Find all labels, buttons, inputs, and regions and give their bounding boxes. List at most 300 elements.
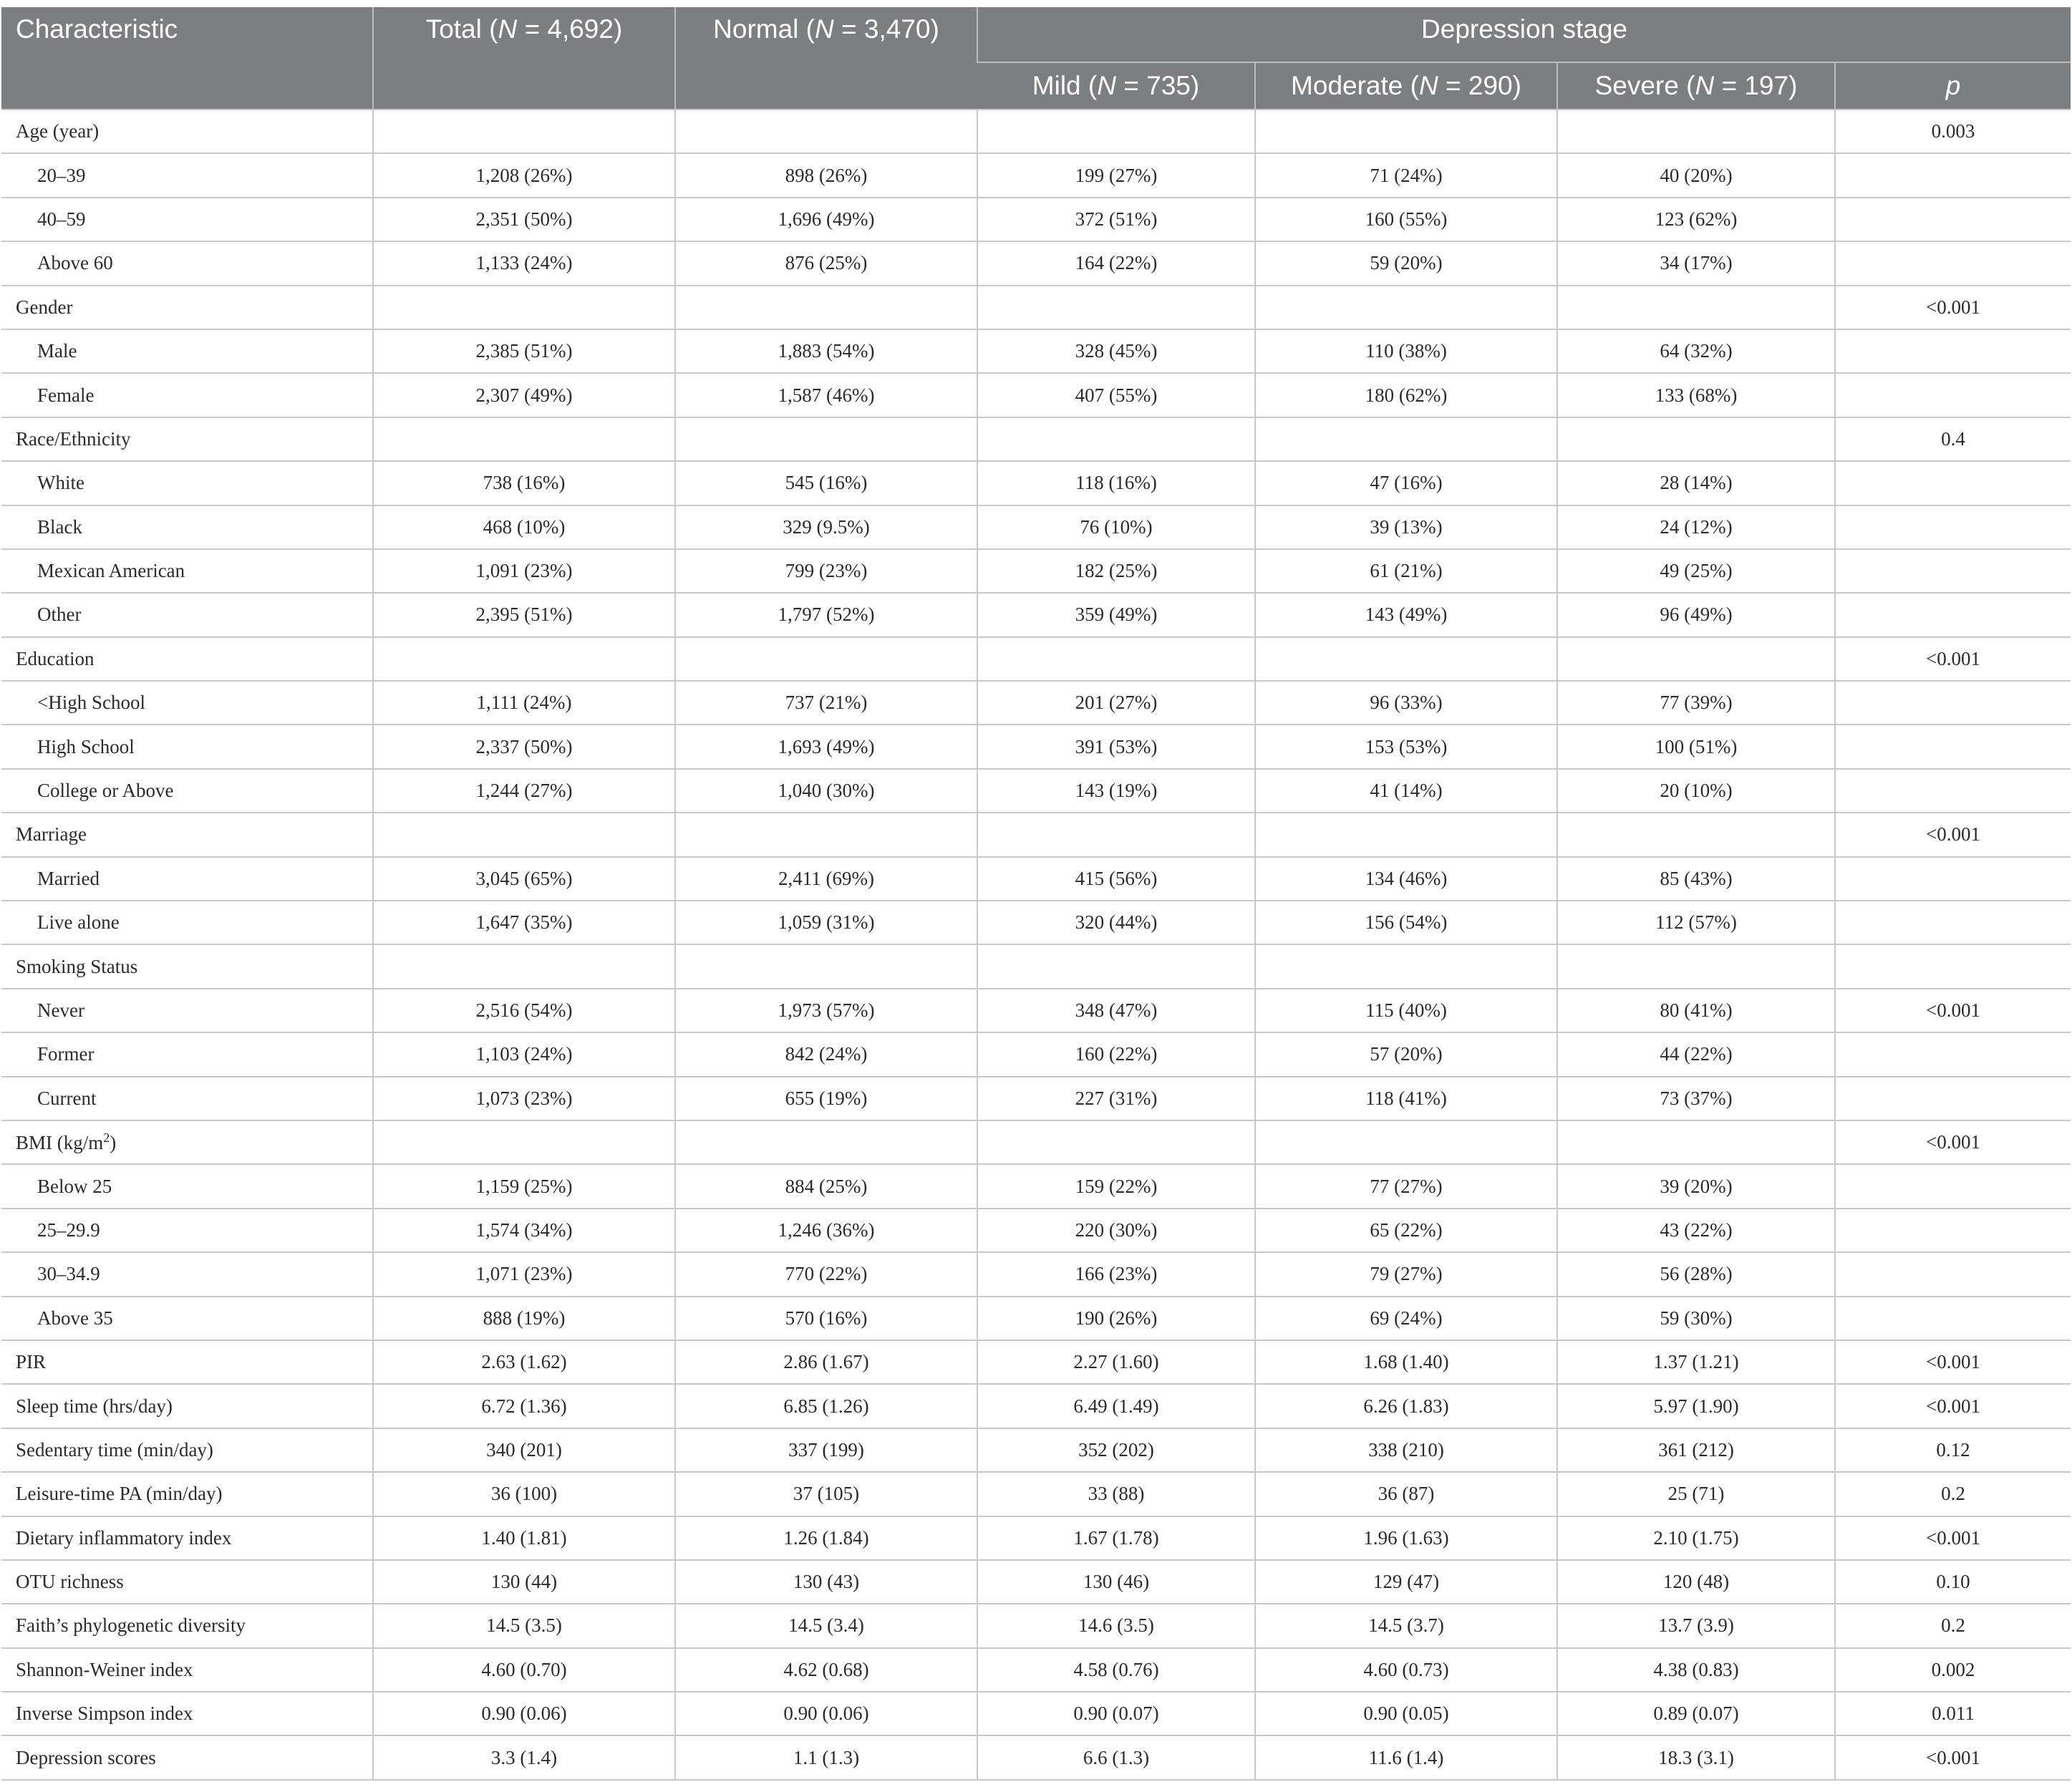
header-severe: Severe (N = 197) bbox=[1557, 62, 1835, 110]
header-p-value: p bbox=[1835, 62, 2071, 110]
row-label-suffix: ) bbox=[110, 1132, 117, 1154]
cell-mild: 130 (46) bbox=[977, 1560, 1255, 1604]
table-row bbox=[1, 857, 2071, 901]
header-row-top bbox=[1, 7, 2071, 62]
cell-moderate: 180 (62%) bbox=[1255, 373, 1557, 417]
row-label-text: Above 35 bbox=[37, 1307, 113, 1329]
row-label bbox=[1, 329, 373, 373]
cell-p-value bbox=[1835, 1252, 2071, 1296]
table-row bbox=[1, 901, 2071, 944]
cell-normal: 1,059 (31%) bbox=[675, 901, 977, 944]
cell-total bbox=[373, 637, 675, 681]
cell-p-value bbox=[1835, 198, 2071, 241]
cell-total: 4.60 (0.70) bbox=[373, 1648, 675, 1692]
cell-p-value bbox=[1835, 725, 2071, 768]
table-row bbox=[1, 1297, 2071, 1340]
cell-severe: 77 (39%) bbox=[1557, 681, 1835, 725]
cell-severe: 0.89 (0.07) bbox=[1557, 1692, 1835, 1735]
header-moderate: Moderate (N = 290) bbox=[1255, 62, 1557, 110]
table-row bbox=[1, 549, 2071, 593]
row-label bbox=[1, 593, 373, 636]
cell-moderate: 39 (13%) bbox=[1255, 505, 1557, 549]
table-row bbox=[1, 1032, 2071, 1076]
cell-moderate: 0.90 (0.05) bbox=[1255, 1692, 1557, 1735]
row-label-text: Former bbox=[37, 1043, 95, 1065]
cell-p-value bbox=[1835, 1209, 2071, 1252]
cell-mild: 220 (30%) bbox=[977, 1209, 1255, 1252]
cell-p-value bbox=[1835, 681, 2071, 725]
row-label bbox=[1, 1428, 373, 1472]
row-label bbox=[1, 1735, 373, 1779]
row-label-text: Above 60 bbox=[37, 252, 113, 274]
cell-normal: 2.86 (1.67) bbox=[675, 1340, 977, 1384]
cell-normal: 842 (24%) bbox=[675, 1032, 977, 1076]
cell-moderate: 79 (27%) bbox=[1255, 1252, 1557, 1296]
cell-p-value: <0.001 bbox=[1835, 1120, 2071, 1164]
cell-severe bbox=[1557, 1120, 1835, 1164]
cell-mild: 359 (49%) bbox=[977, 593, 1255, 636]
cell-moderate: 96 (33%) bbox=[1255, 681, 1557, 725]
cell-normal: 770 (22%) bbox=[675, 1252, 977, 1296]
row-label-text: High School bbox=[37, 735, 135, 757]
cell-severe bbox=[1557, 417, 1835, 461]
cell-moderate: 77 (27%) bbox=[1255, 1164, 1557, 1208]
cell-total: 1,159 (25%) bbox=[373, 1164, 675, 1208]
cell-normal: 329 (9.5%) bbox=[675, 505, 977, 549]
row-label-text: Live alone bbox=[37, 911, 120, 934]
cell-mild: 391 (53%) bbox=[977, 725, 1255, 768]
row-label-text: Faith’s phylogenetic diversity bbox=[16, 1614, 246, 1637]
table-row bbox=[1, 505, 2071, 549]
cell-p-value bbox=[1835, 549, 2071, 593]
row-label bbox=[1, 286, 373, 329]
cell-moderate: 36 (87) bbox=[1255, 1472, 1557, 1516]
row-label bbox=[1, 1516, 373, 1560]
row-label-text: 20–39 bbox=[37, 164, 86, 186]
table-row bbox=[1, 1340, 2071, 1384]
cell-total: 6.72 (1.36) bbox=[373, 1384, 675, 1428]
header-normal: Normal (N = 3,470) bbox=[675, 7, 977, 110]
cell-total: 0.90 (0.06) bbox=[373, 1692, 675, 1735]
table-row bbox=[1, 198, 2071, 241]
cell-severe bbox=[1557, 944, 1835, 988]
table-row bbox=[1, 1252, 2071, 1296]
cell-normal bbox=[675, 110, 977, 153]
cell-mild bbox=[977, 944, 1255, 988]
cell-total: 2,351 (50%) bbox=[373, 198, 675, 241]
cell-mild: 320 (44%) bbox=[977, 901, 1255, 944]
cell-severe: 34 (17%) bbox=[1557, 241, 1835, 285]
cell-severe: 100 (51%) bbox=[1557, 725, 1835, 768]
cell-p-value bbox=[1835, 329, 2071, 373]
row-label bbox=[1, 989, 373, 1032]
cell-severe bbox=[1557, 637, 1835, 681]
characteristics-table bbox=[1, 7, 2071, 1781]
row-label-text: Leisure-time PA (min/day) bbox=[16, 1483, 223, 1505]
row-label bbox=[1, 1077, 373, 1120]
cell-p-value bbox=[1835, 241, 2071, 285]
cell-total bbox=[373, 417, 675, 461]
cell-p-value bbox=[1835, 857, 2071, 901]
row-label bbox=[1, 1340, 373, 1384]
table-row bbox=[1, 813, 2071, 856]
cell-p-value: 0.011 bbox=[1835, 1692, 2071, 1735]
cell-normal bbox=[675, 637, 977, 681]
row-label bbox=[1, 110, 373, 153]
cell-moderate: 65 (22%) bbox=[1255, 1209, 1557, 1252]
cell-p-value: <0.001 bbox=[1835, 989, 2071, 1032]
table-row bbox=[1, 1164, 2071, 1208]
row-label bbox=[1, 549, 373, 593]
cell-normal: 799 (23%) bbox=[675, 549, 977, 593]
cell-mild: 143 (19%) bbox=[977, 769, 1255, 813]
row-label bbox=[1, 153, 373, 197]
row-label bbox=[1, 1297, 373, 1340]
cell-moderate bbox=[1255, 813, 1557, 856]
cell-moderate: 61 (21%) bbox=[1255, 549, 1557, 593]
cell-normal bbox=[675, 417, 977, 461]
cell-severe: 361 (212) bbox=[1557, 1428, 1835, 1472]
cell-severe: 44 (22%) bbox=[1557, 1032, 1835, 1076]
cell-mild: 14.6 (3.5) bbox=[977, 1604, 1255, 1647]
cell-normal: 570 (16%) bbox=[675, 1297, 977, 1340]
cell-moderate: 11.6 (1.4) bbox=[1255, 1735, 1557, 1779]
cell-total: 36 (100) bbox=[373, 1472, 675, 1516]
cell-total: 1,103 (24%) bbox=[373, 1032, 675, 1076]
table-row bbox=[1, 241, 2071, 285]
table-row bbox=[1, 989, 2071, 1032]
header-depression-stage: Depression stage bbox=[977, 7, 2071, 62]
row-label-text: Smoking Status bbox=[16, 955, 138, 977]
row-label bbox=[1, 813, 373, 856]
row-label-text: Current bbox=[37, 1087, 97, 1109]
cell-moderate: 156 (54%) bbox=[1255, 901, 1557, 944]
row-label-text: Education bbox=[16, 647, 95, 669]
cell-moderate bbox=[1255, 110, 1557, 153]
row-label-text: Mexican American bbox=[37, 560, 185, 582]
cell-p-value bbox=[1835, 1297, 2071, 1340]
cell-total: 2,516 (54%) bbox=[373, 989, 675, 1032]
cell-total: 738 (16%) bbox=[373, 461, 675, 505]
cell-total bbox=[373, 1120, 675, 1164]
cell-normal: 1,883 (54%) bbox=[675, 329, 977, 373]
row-label-text: 25–29.9 bbox=[37, 1219, 100, 1241]
row-label bbox=[1, 1560, 373, 1604]
cell-p-value: <0.001 bbox=[1835, 813, 2071, 856]
cell-p-value bbox=[1835, 461, 2071, 505]
cell-p-value: 0.12 bbox=[1835, 1428, 2071, 1472]
row-label bbox=[1, 1604, 373, 1647]
cell-total: 1,071 (23%) bbox=[373, 1252, 675, 1296]
row-label-text: White bbox=[37, 472, 84, 494]
cell-normal: 884 (25%) bbox=[675, 1164, 977, 1208]
cell-severe: 28 (14%) bbox=[1557, 461, 1835, 505]
cell-p-value: <0.001 bbox=[1835, 637, 2071, 681]
row-label-text: Dietary inflammatory index bbox=[16, 1526, 232, 1549]
cell-moderate: 160 (55%) bbox=[1255, 198, 1557, 241]
row-label-text: Never bbox=[37, 999, 84, 1021]
cell-p-value: 0.2 bbox=[1835, 1604, 2071, 1647]
cell-severe: 5.97 (1.90) bbox=[1557, 1384, 1835, 1428]
cell-mild: 1.67 (1.78) bbox=[977, 1516, 1255, 1560]
row-label bbox=[1, 1472, 373, 1516]
cell-mild: 166 (23%) bbox=[977, 1252, 1255, 1296]
cell-total: 3.3 (1.4) bbox=[373, 1735, 675, 1779]
cell-severe: 96 (49%) bbox=[1557, 593, 1835, 636]
cell-normal: 37 (105) bbox=[675, 1472, 977, 1516]
cell-severe: 24 (12%) bbox=[1557, 505, 1835, 549]
cell-mild bbox=[977, 813, 1255, 856]
table-row bbox=[1, 286, 2071, 329]
cell-severe: 20 (10%) bbox=[1557, 769, 1835, 813]
cell-moderate: 41 (14%) bbox=[1255, 769, 1557, 813]
row-label-text: Black bbox=[37, 515, 82, 538]
cell-mild: 372 (51%) bbox=[977, 198, 1255, 241]
cell-severe: 2.10 (1.75) bbox=[1557, 1516, 1835, 1560]
row-label-text: Age (year) bbox=[16, 120, 100, 142]
row-label-text: Below 25 bbox=[37, 1175, 112, 1197]
cell-severe bbox=[1557, 286, 1835, 329]
cell-p-value: 0.10 bbox=[1835, 1560, 2071, 1604]
cell-mild: 182 (25%) bbox=[977, 549, 1255, 593]
cell-severe: 25 (71) bbox=[1557, 1472, 1835, 1516]
table-row bbox=[1, 153, 2071, 197]
cell-total: 2.63 (1.62) bbox=[373, 1340, 675, 1384]
cell-mild: 0.90 (0.07) bbox=[977, 1692, 1255, 1735]
cell-mild: 407 (55%) bbox=[977, 373, 1255, 417]
cell-moderate: 4.60 (0.73) bbox=[1255, 1648, 1557, 1692]
cell-mild: 164 (22%) bbox=[977, 241, 1255, 285]
header-characteristic: Characteristic bbox=[1, 7, 373, 110]
cell-moderate bbox=[1255, 286, 1557, 329]
cell-p-value: <0.001 bbox=[1835, 1735, 2071, 1779]
row-label-text: Sleep time (hrs/day) bbox=[16, 1395, 173, 1417]
row-label bbox=[1, 944, 373, 988]
cell-normal: 898 (26%) bbox=[675, 153, 977, 197]
cell-normal: 1.1 (1.3) bbox=[675, 1735, 977, 1779]
cell-normal: 0.90 (0.06) bbox=[675, 1692, 977, 1735]
cell-p-value: 0.002 bbox=[1835, 1648, 2071, 1692]
cell-moderate bbox=[1255, 944, 1557, 988]
cell-normal bbox=[675, 286, 977, 329]
table-row bbox=[1, 417, 2071, 461]
table-row bbox=[1, 461, 2071, 505]
row-label-text: BMI (kg/m bbox=[16, 1132, 104, 1154]
cell-total: 1.40 (1.81) bbox=[373, 1516, 675, 1560]
cell-moderate: 1.96 (1.63) bbox=[1255, 1516, 1557, 1560]
cell-normal: 1,797 (52%) bbox=[675, 593, 977, 636]
cell-p-value bbox=[1835, 153, 2071, 197]
cell-moderate: 47 (16%) bbox=[1255, 461, 1557, 505]
cell-total: 1,244 (27%) bbox=[373, 769, 675, 813]
row-label bbox=[1, 373, 373, 417]
table-row bbox=[1, 1648, 2071, 1692]
cell-severe: 64 (32%) bbox=[1557, 329, 1835, 373]
cell-normal: 1,587 (46%) bbox=[675, 373, 977, 417]
cell-severe: 85 (43%) bbox=[1557, 857, 1835, 901]
cell-mild: 6.49 (1.49) bbox=[977, 1384, 1255, 1428]
table-row bbox=[1, 769, 2071, 813]
row-label-text: Female bbox=[37, 384, 95, 406]
cell-mild: 76 (10%) bbox=[977, 505, 1255, 549]
cell-mild: 328 (45%) bbox=[977, 329, 1255, 373]
row-label bbox=[1, 417, 373, 461]
cell-total: 340 (201) bbox=[373, 1428, 675, 1472]
cell-total: 1,647 (35%) bbox=[373, 901, 675, 944]
cell-total bbox=[373, 813, 675, 856]
cell-p-value bbox=[1835, 505, 2071, 549]
row-label bbox=[1, 769, 373, 813]
cell-moderate: 129 (47) bbox=[1255, 1560, 1557, 1604]
cell-mild: 199 (27%) bbox=[977, 153, 1255, 197]
row-label bbox=[1, 505, 373, 549]
row-label-text: OTU richness bbox=[16, 1571, 124, 1593]
row-label-text: Gender bbox=[16, 296, 73, 318]
row-label bbox=[1, 1692, 373, 1735]
row-label bbox=[1, 1120, 373, 1164]
cell-p-value: 0.4 bbox=[1835, 417, 2071, 461]
cell-moderate: 71 (24%) bbox=[1255, 153, 1557, 197]
cell-severe: 1.37 (1.21) bbox=[1557, 1340, 1835, 1384]
cell-moderate: 59 (20%) bbox=[1255, 241, 1557, 285]
cell-mild: 4.58 (0.76) bbox=[977, 1648, 1255, 1692]
cell-normal: 1,040 (30%) bbox=[675, 769, 977, 813]
row-label bbox=[1, 241, 373, 285]
cell-normal bbox=[675, 813, 977, 856]
row-label bbox=[1, 461, 373, 505]
cell-normal: 337 (199) bbox=[675, 1428, 977, 1472]
cell-mild bbox=[977, 286, 1255, 329]
cell-severe: 43 (22%) bbox=[1557, 1209, 1835, 1252]
cell-mild: 201 (27%) bbox=[977, 681, 1255, 725]
cell-normal: 545 (16%) bbox=[675, 461, 977, 505]
row-label-text: Inverse Simpson index bbox=[16, 1703, 193, 1725]
cell-total: 1,133 (24%) bbox=[373, 241, 675, 285]
cell-p-value bbox=[1835, 769, 2071, 813]
table-row bbox=[1, 110, 2071, 153]
cell-total: 1,111 (24%) bbox=[373, 681, 675, 725]
table-row bbox=[1, 1472, 2071, 1516]
cell-p-value: <0.001 bbox=[1835, 1516, 2071, 1560]
cell-p-value bbox=[1835, 1077, 2071, 1120]
cell-normal: 876 (25%) bbox=[675, 241, 977, 285]
cell-p-value bbox=[1835, 373, 2071, 417]
cell-severe: 80 (41%) bbox=[1557, 989, 1835, 1032]
table-row bbox=[1, 1604, 2071, 1647]
cell-severe: 120 (48) bbox=[1557, 1560, 1835, 1604]
cell-normal: 1,696 (49%) bbox=[675, 198, 977, 241]
cell-total: 2,337 (50%) bbox=[373, 725, 675, 768]
cell-mild: 2.27 (1.60) bbox=[977, 1340, 1255, 1384]
cell-mild bbox=[977, 110, 1255, 153]
cell-severe: 13.7 (3.9) bbox=[1557, 1604, 1835, 1647]
header-total: Total (N = 4,692) bbox=[373, 7, 675, 110]
cell-severe: 39 (20%) bbox=[1557, 1164, 1835, 1208]
row-label-text: Other bbox=[37, 604, 82, 626]
cell-moderate: 118 (41%) bbox=[1255, 1077, 1557, 1120]
cell-normal: 1,246 (36%) bbox=[675, 1209, 977, 1252]
table-row bbox=[1, 1077, 2071, 1120]
cell-total: 1,208 (26%) bbox=[373, 153, 675, 197]
cell-p-value: <0.001 bbox=[1835, 1340, 2071, 1384]
row-label bbox=[1, 681, 373, 725]
header-mild: Mild (N = 735) bbox=[977, 62, 1255, 110]
cell-mild: 352 (202) bbox=[977, 1428, 1255, 1472]
cell-p-value bbox=[1835, 901, 2071, 944]
cell-moderate: 115 (40%) bbox=[1255, 989, 1557, 1032]
row-label bbox=[1, 1252, 373, 1296]
row-label-text: Depression scores bbox=[16, 1746, 156, 1768]
cell-normal: 737 (21%) bbox=[675, 681, 977, 725]
cell-moderate: 57 (20%) bbox=[1255, 1032, 1557, 1076]
cell-mild: 190 (26%) bbox=[977, 1297, 1255, 1340]
cell-severe: 18.3 (3.1) bbox=[1557, 1735, 1835, 1779]
cell-total: 1,574 (34%) bbox=[373, 1209, 675, 1252]
cell-severe: 73 (37%) bbox=[1557, 1077, 1835, 1120]
cell-p-value bbox=[1835, 593, 2071, 636]
table-row bbox=[1, 1209, 2071, 1252]
cell-mild: 159 (22%) bbox=[977, 1164, 1255, 1208]
cell-moderate bbox=[1255, 637, 1557, 681]
cell-mild: 348 (47%) bbox=[977, 989, 1255, 1032]
cell-mild: 160 (22%) bbox=[977, 1032, 1255, 1076]
cell-total: 1,091 (23%) bbox=[373, 549, 675, 593]
row-label bbox=[1, 901, 373, 944]
cell-normal bbox=[675, 1120, 977, 1164]
row-label bbox=[1, 637, 373, 681]
cell-severe bbox=[1557, 813, 1835, 856]
cell-normal: 130 (43) bbox=[675, 1560, 977, 1604]
cell-total: 888 (19%) bbox=[373, 1297, 675, 1340]
cell-severe: 112 (57%) bbox=[1557, 901, 1835, 944]
table-row bbox=[1, 725, 2071, 768]
row-label bbox=[1, 725, 373, 768]
cell-normal: 1,973 (57%) bbox=[675, 989, 977, 1032]
cell-mild bbox=[977, 637, 1255, 681]
cell-p-value: <0.001 bbox=[1835, 286, 2071, 329]
cell-normal bbox=[675, 944, 977, 988]
cell-severe: 133 (68%) bbox=[1557, 373, 1835, 417]
cell-p-value: <0.001 bbox=[1835, 1384, 2071, 1428]
table-row bbox=[1, 329, 2071, 373]
row-label bbox=[1, 1209, 373, 1252]
row-label bbox=[1, 1164, 373, 1208]
cell-mild: 227 (31%) bbox=[977, 1077, 1255, 1120]
cell-normal: 14.5 (3.4) bbox=[675, 1604, 977, 1647]
cell-moderate: 143 (49%) bbox=[1255, 593, 1557, 636]
cell-mild: 6.6 (1.3) bbox=[977, 1735, 1255, 1779]
table-row bbox=[1, 1384, 2071, 1428]
cell-total bbox=[373, 944, 675, 988]
cell-normal: 2,411 (69%) bbox=[675, 857, 977, 901]
cell-total: 3,045 (65%) bbox=[373, 857, 675, 901]
table-row bbox=[1, 373, 2071, 417]
table-row bbox=[1, 1735, 2071, 1779]
cell-moderate: 134 (46%) bbox=[1255, 857, 1557, 901]
cell-normal: 655 (19%) bbox=[675, 1077, 977, 1120]
row-label-text: Married bbox=[37, 867, 100, 889]
cell-mild: 415 (56%) bbox=[977, 857, 1255, 901]
table-body bbox=[1, 110, 2071, 1780]
cell-moderate: 110 (38%) bbox=[1255, 329, 1557, 373]
table-row bbox=[1, 1560, 2071, 1604]
table-row bbox=[1, 1516, 2071, 1560]
cell-mild bbox=[977, 417, 1255, 461]
table-row bbox=[1, 944, 2071, 988]
row-label bbox=[1, 198, 373, 241]
cell-total: 2,307 (49%) bbox=[373, 373, 675, 417]
cell-total bbox=[373, 286, 675, 329]
